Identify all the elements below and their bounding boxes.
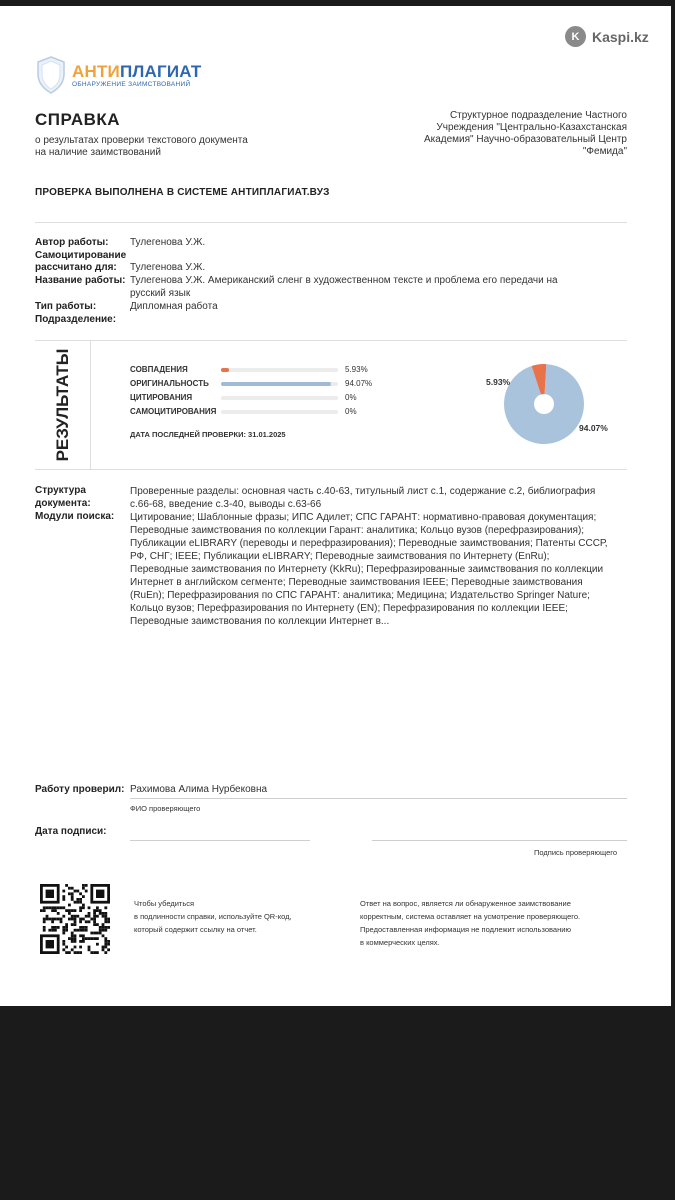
checked-by-label: Работу проверил: <box>35 784 125 795</box>
org-line-1: Структурное подразделение Частного <box>449 110 627 121</box>
metric-label: СОВПАДЕНИЯ <box>130 365 188 374</box>
signature-line <box>372 840 627 841</box>
divider <box>35 469 627 470</box>
structure-label-line-1: Структура <box>35 485 86 496</box>
page-title: СПРАВКА <box>35 110 121 129</box>
pie-center-hole <box>534 394 554 414</box>
logo-part-anti: АНТИ <box>72 61 120 81</box>
last-check-date: ДАТА ПОСЛЕДНЕЙ ПРОВЕРКИ: 31.01.2025 <box>130 430 286 439</box>
structure-value: Проверенные разделы: основная часть с.40-63, титульный лист с.1, содержание с.2, библиография с.66-68, введение с.3-40, выводы с.63-66 <box>130 486 596 510</box>
qr-note-line-3: который содержит ссылку на отчет. <box>134 925 257 934</box>
antiplagiat-logo <box>36 56 201 94</box>
metric-label: САМОЦИТИРОВАНИЯ <box>130 407 217 416</box>
subtitle-line-2: на наличие заимствований <box>35 147 161 158</box>
certificate-page <box>0 6 671 1006</box>
disclaimer-line-2: корректным, система оставляет на усмотрение проверяющего. <box>360 912 581 921</box>
metric-bar-fill <box>221 382 331 386</box>
kaspi-logo-icon: K <box>565 26 586 47</box>
org-line-4: "Фемида" <box>582 146 627 157</box>
structure-label-line-2: документа: <box>35 498 91 509</box>
sign-date-label: Дата подписи: <box>35 826 107 837</box>
disclaimer-line-3: Предоставленная информация не подлежит использованию <box>360 925 572 934</box>
page-subtitle <box>35 135 295 159</box>
qr-note <box>134 897 292 936</box>
logo-tagline: ОБНАРУЖЕНИЕ ЗАИМСТВОВАНИЙ <box>72 80 191 88</box>
date-line <box>130 840 310 841</box>
author-label: Автор работы: <box>35 237 109 248</box>
selfcite-value: Тулегенова У.Ж. <box>130 262 206 273</box>
disclaimer-line-4: в коммерческих целях. <box>360 938 440 947</box>
signature-caption: Подпись проверяющего <box>534 848 618 857</box>
pie-label-original: 94.07% <box>579 423 608 433</box>
structure-and-modules-text <box>130 485 610 628</box>
kaspi-watermark <box>565 26 649 47</box>
work-title-label: Название работы: <box>35 275 126 286</box>
metric-bar-fill <box>221 368 229 372</box>
work-title-line-2: русский язык <box>130 288 191 299</box>
modules-value: Цитирование; Шаблонные фразы; ИПС Адилет; СПС ГАРАНТ: нормативно-правовая документация; Переводные заимствования по коллекции Гарант: аналитика; Кольцо вузов (перефразирования); Публикации eLIBRARY (переводы и перефразирования); Переводные заимствования; Патенты СССР, РФ, СНГ; IEEE; Публикации eLIBRARY; Переводные заимствования по Интернету (EnRu); Переводные заимствования по Интернету (KkRu); Перефразированные заимствования по коллекции Интернет в английском сегменте; Переводные заимствования IEEE; Переводные заимствования (RuEn); Перефразирования по СПС ГАРАНТ: аналитика; Медицина; Издательство Springer Nature; Кольцо вузов; Перефразирования по Интернету (EN); Перефразирования по коллекции IEEE; Переводные заимствования по коллекции Интернет в... <box>130 512 608 627</box>
author-value: Тулегенова У.Ж. <box>130 237 206 248</box>
divider <box>35 222 627 223</box>
fio-caption: ФИО проверяющего <box>130 804 201 813</box>
results-heading <box>40 346 80 464</box>
metric-value: 0% <box>345 393 357 402</box>
signature-line <box>130 798 627 799</box>
work-type-label: Тип работы: <box>35 301 97 312</box>
selfcite-label-line-1: Самоцитирование <box>35 250 127 261</box>
metric-label: ЦИТИРОВАНИЯ <box>130 393 193 402</box>
disclaimer-note <box>360 897 580 949</box>
results-pie-chart <box>503 363 585 445</box>
org-line-2: Учреждения "Центрально-Казахстанская <box>436 122 627 133</box>
modules-label: Модули поиска: <box>35 511 115 522</box>
shield-icon <box>36 56 66 94</box>
results-heading-text: РЕЗУЛЬТАТЫ <box>53 348 72 462</box>
metric-bar-track <box>221 382 338 386</box>
metric-label: ОРИГИНАЛЬНОСТЬ <box>130 379 209 388</box>
metric-bar-track <box>221 368 338 372</box>
divider <box>35 340 627 341</box>
qr-code-icon <box>40 884 110 954</box>
checker-name: Рахимова Алима Нурбековна <box>130 784 268 795</box>
metric-value: 94.07% <box>345 379 373 388</box>
metric-value: 5.93% <box>345 365 368 374</box>
metric-value: 0% <box>345 407 357 416</box>
metric-bar-track <box>221 410 338 414</box>
qr-note-line-2: в подлинности справки, используйте QR-код, <box>134 912 292 921</box>
organization-block <box>410 110 627 158</box>
subtitle-line-1: о результатах проверки текстового документа <box>35 135 248 146</box>
pie-label-matches: 5.93% <box>486 377 511 387</box>
metric-bar-track <box>221 396 338 400</box>
org-line-3: Академия" Научно-образовательный Центр <box>423 134 627 145</box>
disclaimer-line-1: Ответ на вопрос, является ли обнаруженное заимствование <box>360 899 571 908</box>
vertical-divider <box>90 341 91 469</box>
work-type-value: Дипломная работа <box>130 301 218 312</box>
qr-note-line-1: Чтобы убедиться <box>134 899 195 908</box>
selfcite-label-line-2: рассчитано для: <box>35 262 117 273</box>
bottom-black-area <box>0 1006 675 1200</box>
work-title-line-1: Тулегенова У.Ж. Американский сленг в художественном тексте и проблема его передачи на <box>130 275 558 286</box>
kaspi-brand-text: Kaspi.kz <box>592 28 649 45</box>
department-label: Подразделение: <box>35 314 117 325</box>
logo-part-plagiat: ПЛАГИАТ <box>119 61 202 81</box>
system-check-heading: ПРОВЕРКА ВЫПОЛНЕНА В СИСТЕМЕ АНТИПЛАГИАТ.ВУЗ <box>35 187 330 198</box>
